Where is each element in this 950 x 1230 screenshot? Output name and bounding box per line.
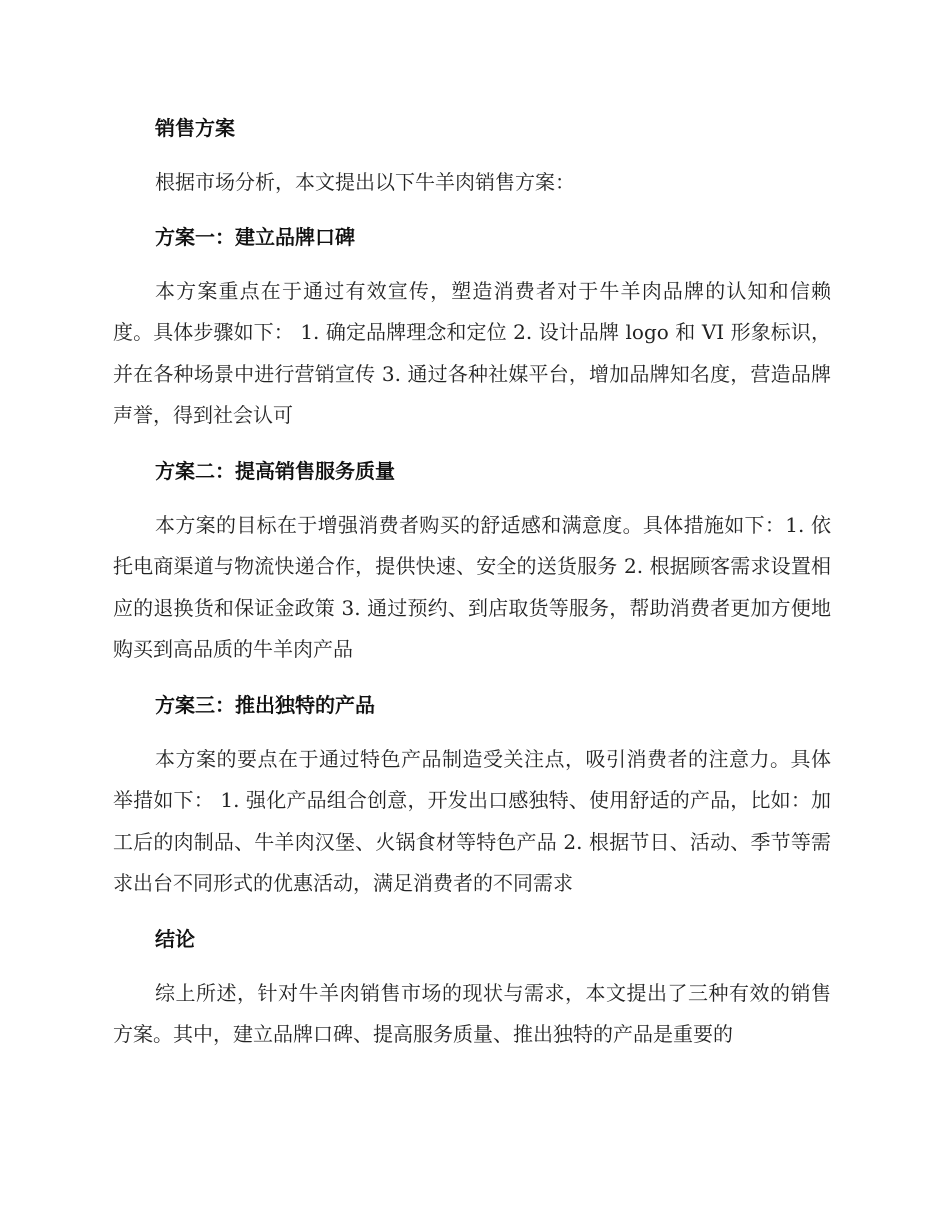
intro-paragraph: 根据市场分析，本文提出以下牛羊肉销售方案：: [155, 170, 575, 194]
section-heading-1: 方案一：建立品牌口碑: [155, 224, 355, 249]
section-heading-3: 方案三：推出独特的产品: [155, 692, 375, 717]
conclusion-body: 综上所述，针对牛羊肉销售市场的现状与需求，本文提出了三种有效的销售方案。其中，建立品牌口碑、提高服务质量、推出独特的产品是重要的: [113, 980, 831, 1046]
section-body-1: 本方案重点在于通过有效宣传，塑造消费者对于牛羊肉品牌的认知和信赖度。具体步骤如下： 1. 确定品牌理念和定位 2. 设计品牌 logo 和 VI 形象标识，并在各种场景中进行营销宣传 3. 通过各种社媒平台，增加品牌知名度，营造品牌声誉，得到社会认可: [113, 278, 831, 427]
section-body-3: 本方案的要点在于通过特色产品制造受关注点，吸引消费者的注意力。具体举措如下： 1. 强化产品组合创意，开发出口感独特、使用舒适的产品，比如：加工后的肉制品、牛羊肉汉堡、火锅食材等特色产品 2. 根据节日、活动、季节等需求出台不同形式的优惠活动，满足消费者的不同需求: [113, 746, 831, 895]
document-title: 销售方案: [155, 116, 235, 140]
document-content: [113, 108, 831, 1056]
section-heading-2: 方案二：提高销售服务质量: [155, 458, 395, 483]
conclusion-heading: 结论: [155, 926, 195, 951]
section-body-2: 本方案的目标在于增强消费者购买的舒适感和满意度。具体措施如下：1. 依托电商渠道与物流快递合作，提供快速、安全的送货服务 2. 根据顾客需求设置相应的退换货和保证金政策 3. 通过预约、到店取货等服务，帮助消费者更加方便地购买到高品质的牛羊肉产品: [113, 512, 831, 661]
